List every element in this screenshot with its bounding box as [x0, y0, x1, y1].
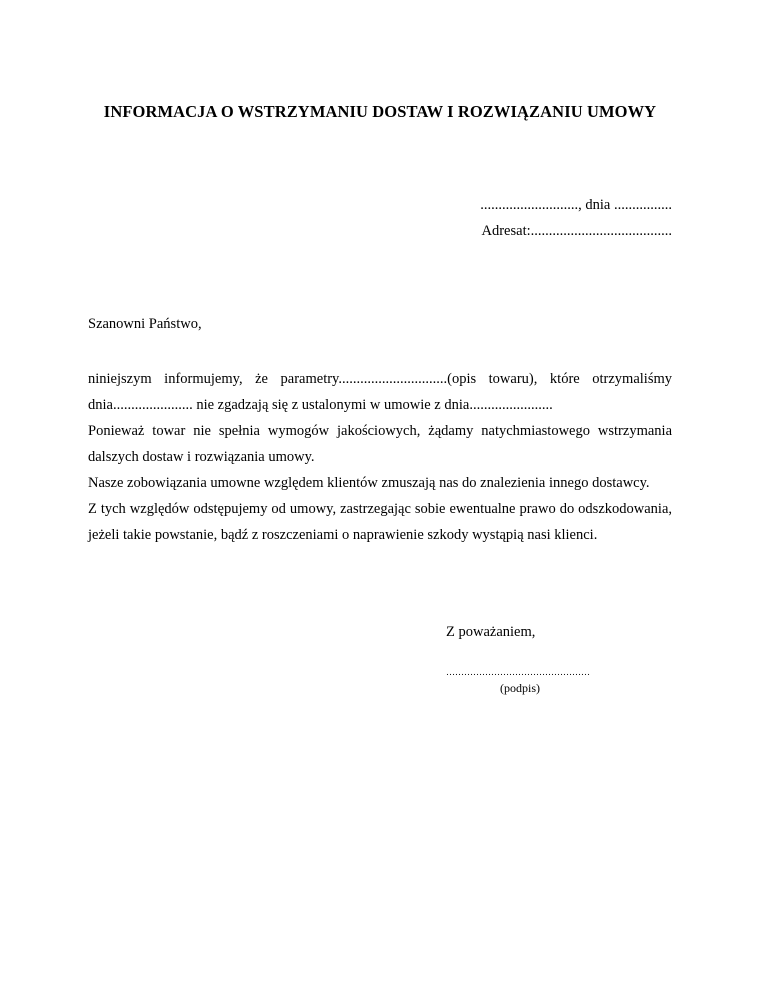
letter-body — [88, 366, 672, 548]
paragraph-notice: niniejszym informujemy, że parametry..............................(opis towaru), które otrzymaliśmy dnia...................... nie zgadzają się z ustalonymi w umowie z dnia....................... — [88, 371, 672, 413]
signature-line: ………………………………………… — [446, 667, 590, 677]
document-title: INFORMACJA O WSTRZYMANIU DOSTAW I ROZWIĄZANIU UMOWY — [103, 102, 657, 121]
addressee-line: Adresat:....................................... — [481, 223, 672, 239]
paragraph-withdrawal: Z tych względów odstępujemy od umowy, zastrzegając sobie ewentualne prawo do odszkodowania, jeżeli takie powstanie, bądź z roszczeniami o naprawienie szkody wystąpią nasi klienci. — [88, 501, 672, 543]
salutation: Szanowni Państwo, — [88, 316, 202, 332]
paragraph-obligations: Nasze zobowiązania umowne względem klientów zmuszają nas do znalezienia innego dostawcy. — [88, 475, 650, 491]
place-date-line: ..........................., dnia ................ — [480, 197, 672, 213]
closing: Z poważaniem, — [446, 624, 536, 640]
signature-label: (podpis) — [500, 681, 540, 695]
paragraph-demand: Ponieważ towar nie spełnia wymogów jakościowych, żądamy natychmiastowego wstrzymania dalszych dostaw i rozwiązania umowy. — [88, 423, 672, 465]
